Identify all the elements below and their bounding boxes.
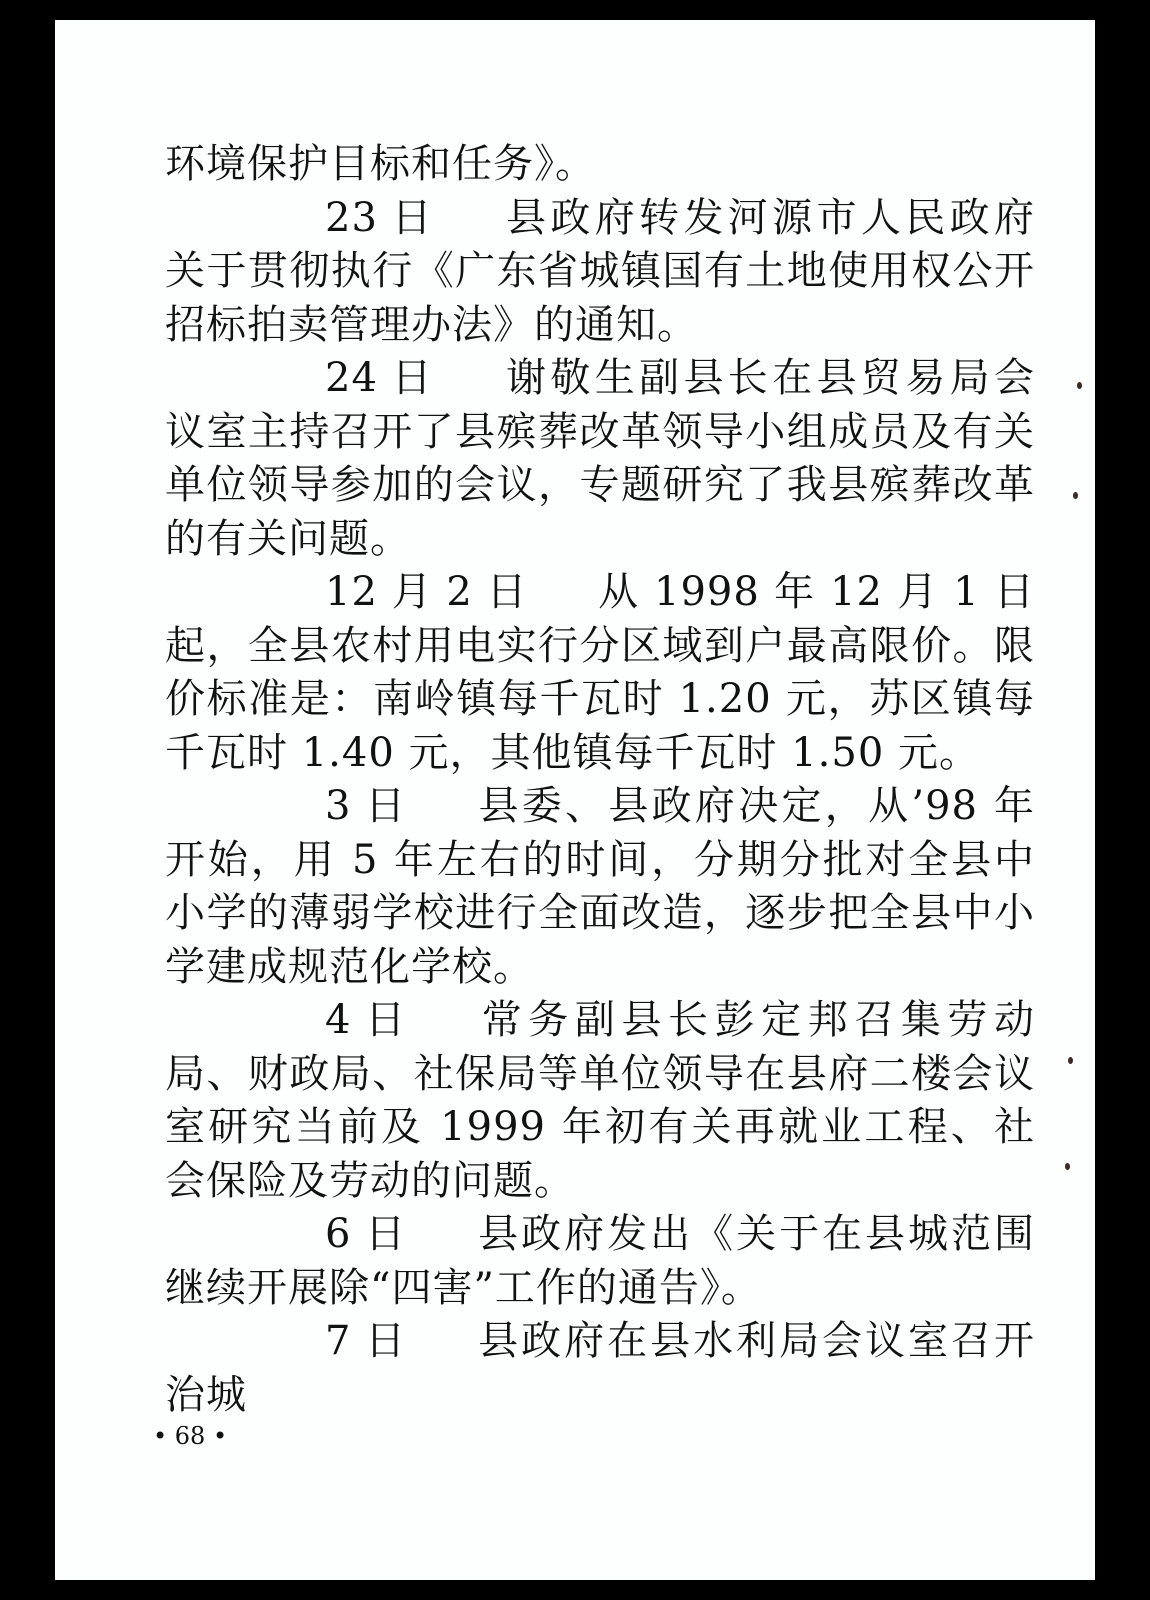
entry-text: 从 1998 年 12 月 1 日起，全县农村用电实行分区域到户最高限价。限价标准是：南岭镇每千瓦时 1.20 元，苏区镇每千瓦时 1.40 元，其他镇每千瓦时 1.50 元。 (165, 569, 1035, 776)
entry-text: 常务副县长彭定邦召集劳动局、财政局、社保局等单位领导在县府二楼会议室研究当前及 1999 年初有关再就业工程、社会保险及劳动的问题。 (165, 997, 1035, 1204)
scan-speck (1073, 492, 1078, 499)
document-page (55, 20, 1095, 1580)
entry-date: 6 日 (325, 1211, 407, 1257)
entry-date: 3 日 (325, 783, 407, 829)
entry-date: 24 日 (325, 355, 433, 401)
entry-text: 县委、县政府决定，从’98 年开始，用 5 年左右的时间，分期分批对全县中小学的薄弱学校进行全面改造，逐步把全县中小学建成规范化学校。 (165, 783, 1035, 990)
entry-24 (165, 352, 1035, 566)
scan-speck (1065, 1163, 1070, 1170)
paragraph-continuation (165, 138, 1035, 192)
entry-3 (165, 780, 1035, 994)
entry-6 (165, 1208, 1035, 1315)
entry-text: 县政府发出《关于在县城范围继续开展除“四害”工作的通告》。 (165, 1211, 1035, 1311)
entry-date: 12 月 2 日 (325, 569, 528, 615)
entry-dec-2 (165, 566, 1035, 780)
entry-4 (165, 994, 1035, 1208)
entry-text: 谢敬生副县长在县贸易局会议室主持召开了县殡葬改革领导小组成员及有关单位领导参加的会议，专题研究了我县殡葬改革的有关问题。 (165, 355, 1035, 562)
scan-speck (1068, 1057, 1073, 1064)
entry-date: 4 日 (325, 997, 407, 1043)
page-number: • 68 • (153, 1422, 228, 1450)
scan-speck (1077, 382, 1082, 389)
document-body (165, 138, 1035, 1422)
entry-text: 县政府转发河源市人民政府关于贯彻执行《广东省城镇国有土地使用权公开招标拍卖管理办法》的通知。 (165, 194, 1035, 348)
entry-23 (165, 192, 1035, 353)
entry-7 (165, 1315, 1035, 1422)
paragraph-text: 环境保护目标和任务》。 (165, 141, 596, 187)
entry-date: 7 日 (325, 1318, 407, 1364)
entry-text: 县政府在县水利局会议室召开治城 (165, 1318, 1035, 1418)
entry-date: 23 日 (325, 194, 433, 241)
